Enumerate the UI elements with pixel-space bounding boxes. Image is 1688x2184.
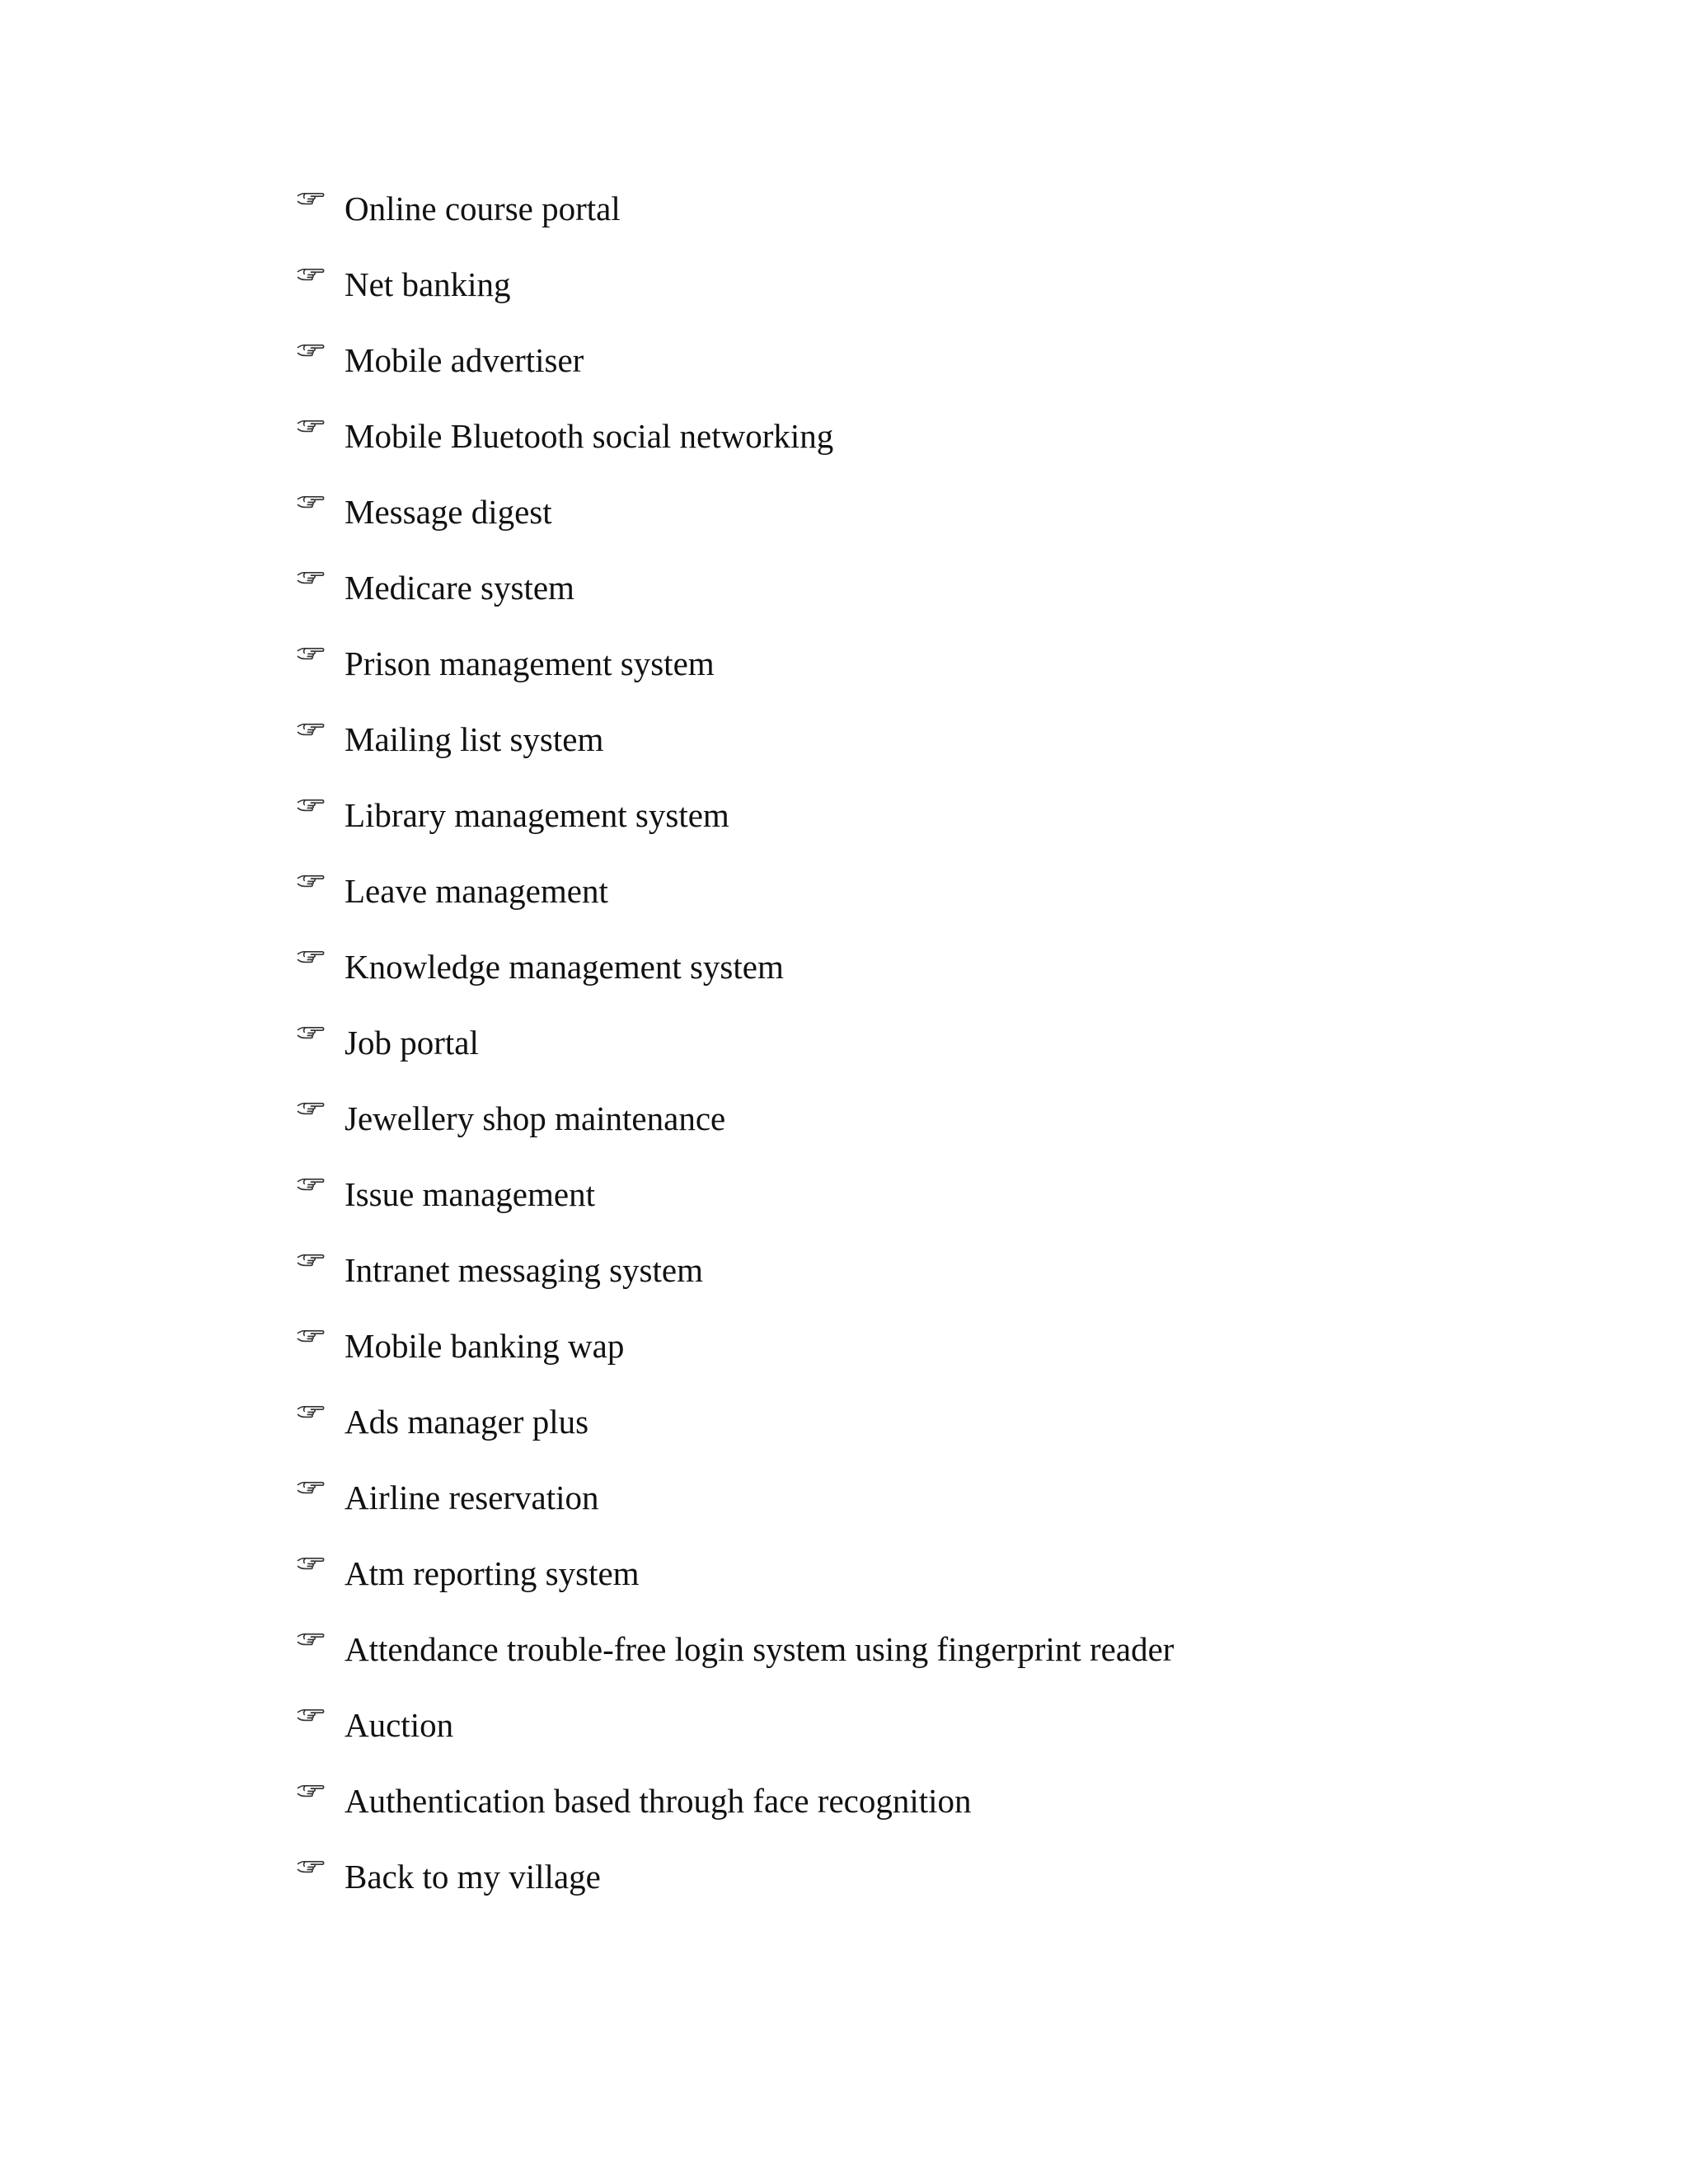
list-item [297,491,1174,567]
list-item [297,188,1174,264]
list-item [297,1249,1174,1325]
list-item-label: Atm reporting system [345,1554,640,1592]
pointing-hand-icon [297,569,345,602]
list-item [297,643,1174,719]
list-item-label: Authentication based through face recognition [345,1782,972,1820]
pointing-hand-icon [297,720,345,753]
list-item-label: Attendance trouble-free login system using fingerprint reader [345,1630,1175,1668]
pointing-hand-icon [297,1479,345,1511]
list-item [297,870,1174,946]
pointing-hand-icon [297,644,345,677]
pointing-hand-icon [297,1858,345,1891]
pointing-hand-icon [297,1251,345,1284]
list-item [297,340,1174,415]
list-item [297,264,1174,340]
pointing-hand-icon [297,1024,345,1057]
list-item-label: Knowledge management system [345,948,784,986]
list-item-label: Prison management system [345,644,715,682]
pointing-hand-icon [297,265,345,298]
list-item-label: Leave management [345,872,608,910]
list-item [297,794,1174,870]
list-item [297,1856,1174,1932]
pointing-hand-icon [297,1099,345,1132]
pointing-hand-icon [297,493,345,526]
list-item-label: Library management system [345,796,729,834]
list-item [297,1477,1174,1553]
project-list [297,188,1174,1932]
pointing-hand-icon [297,948,345,981]
pointing-hand-icon [297,341,345,374]
pointing-hand-icon [297,190,345,223]
list-item-label: Issue management [345,1175,595,1213]
list-item [297,1174,1174,1249]
list-item [297,1780,1174,1856]
list-item [297,719,1174,794]
pointing-hand-icon [297,796,345,829]
list-item-label: Online course portal [345,190,621,227]
list-item [297,1704,1174,1780]
list-item [297,567,1174,643]
list-item-label: Jewellery shop maintenance [345,1099,726,1137]
list-item [297,946,1174,1022]
pointing-hand-icon [297,1327,345,1360]
pointing-hand-icon [297,1706,345,1739]
pointing-hand-icon [297,1782,345,1815]
list-item-label: Airline reservation [345,1479,599,1516]
list-item [297,1553,1174,1629]
list-item-label: Mobile advertiser [345,341,584,379]
pointing-hand-icon [297,1630,345,1663]
pointing-hand-icon [297,872,345,905]
pointing-hand-icon [297,1554,345,1587]
list-item [297,415,1174,491]
list-item [297,1098,1174,1174]
list-item-label: Medicare system [345,569,574,607]
list-item-label: Intranet messaging system [345,1251,703,1289]
list-item-label: Mobile banking wap [345,1327,625,1365]
list-item [297,1325,1174,1401]
list-item [297,1629,1174,1704]
list-item-label: Mailing list system [345,720,604,758]
pointing-hand-icon [297,1175,345,1208]
list-item-label: Back to my village [345,1858,601,1896]
list-item-label: Job portal [345,1024,479,1062]
list-item-label: Message digest [345,493,552,531]
list-item [297,1401,1174,1477]
list-item-label: Net banking [345,265,511,303]
list-item-label: Mobile Bluetooth social networking [345,417,834,455]
pointing-hand-icon [297,1403,345,1436]
list-item-label: Auction [345,1706,454,1744]
pointing-hand-icon [297,417,345,450]
list-item [297,1022,1174,1098]
list-item-label: Ads manager plus [345,1403,589,1441]
